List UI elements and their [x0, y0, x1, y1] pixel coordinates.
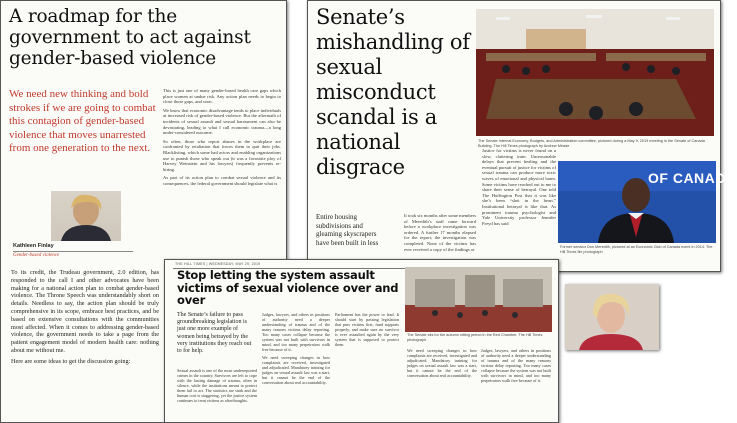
stop-letting-col-2: Judges, lawyers, and others in positions of authority need a deeper understanding of trauma and of the many reasons victims delay reporting. Too many cases collapse because the system was not built with survivors in mind, and too many perpetrators walk free because of it. We need sweeping changes in how complaints are received, investigated and adjudicated. Mandatory training for judges on sexual assault law was a start, but it cannot be the end of the conversation about real accountability. — [262, 312, 330, 385]
senate-deck-column: Entire housing subdivisions and gleaming skyscrapers have been built in less — [316, 213, 379, 247]
masthead: THE HILL TIMES | WEDNESDAY, MAY 29, 2019 — [175, 262, 261, 266]
roadmap-body-lead: To its credit, the Trudeau government, 2.0 edition, has responded to the call I and other advocates have been making for a national action plan to combat gender-based violence. The Throne Speech was understandably short on details. Needless to say, the action plan should be truly comprehensive in its scope, embrace best practices, and be based on extensive consultations with the communities most affected. When it comes to addressing gender-based violence, the government needs to take a page from the patient engagement model of modern health care: nothing about me without me. Here are some ideas to get the discussion going: — [11, 269, 159, 365]
author-photo — [51, 191, 121, 241]
senator-caption: Former senator Don Meredith, pictured at an Economic Club of Canada event in 2014. The Hill Times file photograph — [560, 245, 713, 254]
clipping-stop-letting — [164, 259, 559, 423]
roadmap-deck: We need new thinking and bold strokes if we are going to combat this contagion of gender-based violence that moves unarrested from one generation to the next. — [9, 88, 156, 155]
senate-committee-photo — [476, 9, 714, 136]
senate-headline: Senate’s mishandling of sexual misconduct scandal is a national disgrace — [316, 5, 470, 179]
senator-photo — [558, 161, 737, 243]
stop-letting-col-4: We need sweeping changes in how complaints are received, investigated and adjudicated. Mandatory training for judges on sexual assault law was a start, but it cannot be the end of the conversation about real accountability. — [407, 348, 477, 378]
stop-letting-col-3: Parliament has the power to lead. It should start by passing legislation that puts victims first, fund supports properly, and make sure no survivor is ever assaulted again by the very system that is supposed to protect them. — [335, 312, 399, 347]
stop-letting-pull-quote: The Senate’s failure to pass groundbreaking legislation is just one more example of women being betrayed by the very institutions they reach out to for help. — [177, 312, 252, 355]
roadmap-kicker: Gender-based violence — [13, 253, 60, 258]
roadmap-column-2: This is just one of many gender-based health care gaps which place women at undue risk. Any action plan needs to begin to close those gaps, and soon. We know that economic disadvantage tends to place individuals at increased risk of gender-based violence. But the aftermath of incidents of sexual assault and sexual harassment can also be devastating, leading to what I call economic trauma—a long under-considered outcome. So often, those who report abuses in the workplace are confronted by retaliation that forces them to quit their jobs. Blacklisting, which some bad actors and enabling organizations use to punish those who speak out (it was a favourite ploy of Harvey Weinstein and his lawyers) frequently prevents re-hiring. As part of its action plan to combat sexual violence and its consequences, the federal government should legislate what is — [163, 88, 281, 186]
senator-photo-sign: OF CANADA — [648, 170, 737, 186]
woman-portrait-photo — [565, 284, 659, 350]
senate-chamber-caption: The Senate sits for the autumn sitting period in the Red Chamber. The Hill Times photograph — [407, 333, 543, 342]
stop-letting-headline: Stop letting the system assault victims of sexual violence over and over — [177, 268, 399, 308]
stop-letting-col-5: Judges, lawyers, and others in positions of authority need a deeper understanding of trauma and of the many reasons victims delay reporting. Too many cases collapse because the system was not built with survivors in mind, and too many perpetrators walk free because of it. — [481, 348, 551, 383]
stop-letting-col-1: Sexual assault is one of the most underreported crimes in the country. Survivors are left to cope with the lasting damage of trauma, often in silence, while the institutions meant to protect them fail to act. The statistics are stark and the human cost is staggering, yet the justice system continues to treat victims as afterthoughts. — [177, 368, 257, 403]
senate-body-b: Justice for victims is never found on a slow, clattering train. Unreasonable delays that prevent healing and the eventual pursuit of justice for victims of sexual trauma can produce more toxic waves of emotional and physical harm. Some victims have reached out to me to share their sense of betrayal. One told The Huffington Post that it was like she’s been “shot in the heart.” Institutional betrayal is like that. As prominent trauma psychologist and Yale University professor Jennifer Freyd has said — [482, 148, 556, 226]
senate-committee-caption: The Senate Internal Economy, Budgets, and Administration committee, pictured during a May 9, 2019 meeting in the Senate of Canada Building. The Hill Times photograph by Andrew Meade — [478, 139, 705, 148]
roadmap-headline: A roadmap for the government to act against gender-based violence — [9, 6, 251, 69]
clipping-senate — [307, 0, 737, 272]
roadmap-byline: Kathleen Finlay — [13, 243, 54, 249]
senate-body-a: It took six months after some members of Meredith’s staff came forward before a workplace investigation was ordered. A further 17 months elapsed for the report; the investigation was completed. None of the victims has ever received a copy of the findings or — [404, 213, 476, 252]
senate-chamber-photo — [405, 267, 552, 332]
